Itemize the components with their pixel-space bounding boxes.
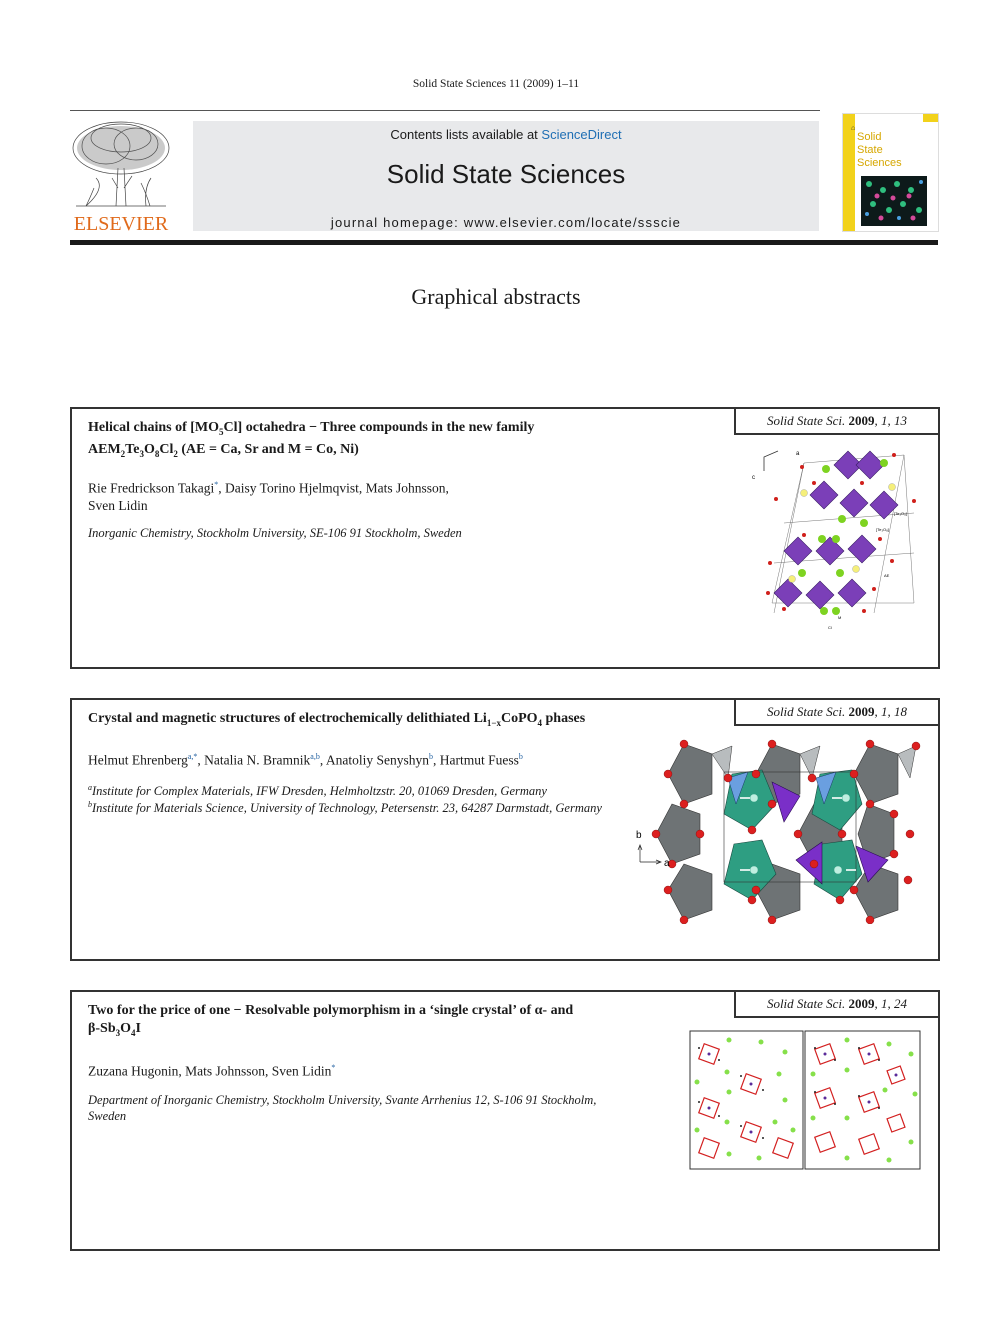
abstract-card-2 <box>70 698 940 961</box>
journal-cover[interactable] <box>842 113 939 232</box>
sb3o4i-polymorph-image <box>689 1030 921 1170</box>
helical-chain-structure-image <box>744 443 934 633</box>
author-name[interactable]: Helmut Ehrenberg <box>88 752 188 768</box>
cover-image <box>843 114 938 231</box>
axis-arrows-icon <box>638 845 661 864</box>
affiliation: Inorganic Chemistry, Stockholm University, SE-106 91 Stockholm, Sweden <box>88 526 462 540</box>
licopo4-structure-image <box>632 734 932 924</box>
author-list: Rie Fredrickson Takagi*, Daisy Torino Hjelmqvist, Mats Johnsson, Sven Lidin <box>88 480 449 513</box>
cover-title: Solid <box>857 131 882 143</box>
svg-text:⌂: ⌂ <box>851 125 856 132</box>
contents-prefix: Contents lists available at <box>390 127 542 142</box>
ref-journal: Solid State Sci. <box>766 996 846 1011</box>
ref-volume-pages: , 1, 18 <box>874 704 908 719</box>
journal-reference[interactable] <box>734 990 940 1018</box>
graphical-abstract-figure <box>744 443 934 633</box>
abstract-title[interactable]: Two for the price of one − Resolvable polymorphism in a ‘single crystal’ of α- and $\beta-Sb_3O_4I$ <box>88 1003 574 1038</box>
svg-text:State: State <box>857 144 883 156</box>
fig-label-m: M <box>838 615 842 620</box>
fig-label-te3o8-2: [Te₃O₈] <box>876 527 889 532</box>
fig-label-te3o8-1: [Te₃O₈] <box>894 511 907 516</box>
graphical-abstract-figure <box>632 734 932 924</box>
sciencedirect-link[interactable]: ScienceDirect <box>541 127 622 142</box>
ref-volume-pages: , 1, 24 <box>874 996 908 1011</box>
axis-label-a: a <box>796 451 800 457</box>
ref-year: 2009 <box>848 704 875 719</box>
header-thick-rule <box>70 240 938 245</box>
author-name[interactable]: Rie Fredrickson Takagi <box>88 480 215 496</box>
section-title: Graphical abstracts <box>411 284 581 309</box>
journal-reference[interactable] <box>734 407 940 435</box>
elsevier-tree-icon <box>66 118 176 236</box>
author-names[interactable]: Zuzana Hugonin, Mats Johnsson, Sven Lidin <box>88 1063 332 1079</box>
corresponding-author-mark[interactable]: * <box>214 480 219 489</box>
abstract-title[interactable]: Helical chains of $[MO_5Cl]$ octahedra − Three compounds in the new family $AEM_2Te_3O_8Cl_2$ (AE = Ca, Sr and M = Co, Ni) <box>88 420 535 459</box>
logo-text: ELSEVIER <box>73 213 169 235</box>
graphical-abstract-figure <box>689 1030 921 1170</box>
author-list: Zuzana Hugonin, Mats Johnsson, Sven Lidin* <box>88 1063 336 1079</box>
ref-year: 2009 <box>848 996 875 1011</box>
affiliation: Department of Inorganic Chemistry, Stockholm University, Svante Arrhenius 12, S-106 91 Stockholm, Sweden <box>88 1093 597 1123</box>
journal-banner <box>193 121 819 231</box>
header-rule <box>70 110 820 111</box>
fig-label-ae: AE <box>884 573 890 578</box>
axis-label-a: a <box>664 858 670 869</box>
ref-year: 2009 <box>848 413 875 428</box>
abstract-card-1 <box>70 407 940 669</box>
journal-reference[interactable] <box>734 698 940 726</box>
axis-label-c: c <box>752 475 755 481</box>
axis-arrows <box>764 451 778 471</box>
abstract-title[interactable]: Crystal and magnetic structures of electrochemically delithiated $Li_{1-x}CoPO_4$ phases <box>88 711 586 728</box>
journal-title: Solid State Sciences <box>386 159 626 189</box>
fig-label-cl: Cl <box>828 625 832 630</box>
running-head: Solid State Sciences 11 (2009) 1–11 <box>412 78 580 90</box>
abstract-card-3 <box>70 990 940 1251</box>
ref-volume-pages: , 1, 13 <box>874 413 908 428</box>
svg-text:Sciences: Sciences <box>857 157 902 169</box>
affiliation-a: $^a$Institute for Complex Materials, IFW Dresden, Helmholtzstr. 20, 01069 Dresden, Germany <box>88 783 547 799</box>
axis-label-b: b <box>636 830 642 841</box>
ref-journal: Solid State Sci. <box>766 413 846 428</box>
ref-journal: Solid State Sci. <box>766 704 846 719</box>
affiliation-b: $^b$Institute for Materials Science, University of Technology, Petersenstr. 23, 64287 Darmstadt, Germany <box>88 800 602 816</box>
journal-homepage[interactable]: journal homepage: www.elsevier.com/locate/ssscie <box>330 215 682 230</box>
contents-line <box>193 127 819 142</box>
author-list: Helmut Ehrenberg$^{a,*}$, Natalia N. Bramnik$^{a,b}$, Anatoliy Senyshyn$^b$, Hartmut Fuess$^b$ <box>88 752 523 768</box>
elsevier-logo[interactable] <box>66 118 176 236</box>
